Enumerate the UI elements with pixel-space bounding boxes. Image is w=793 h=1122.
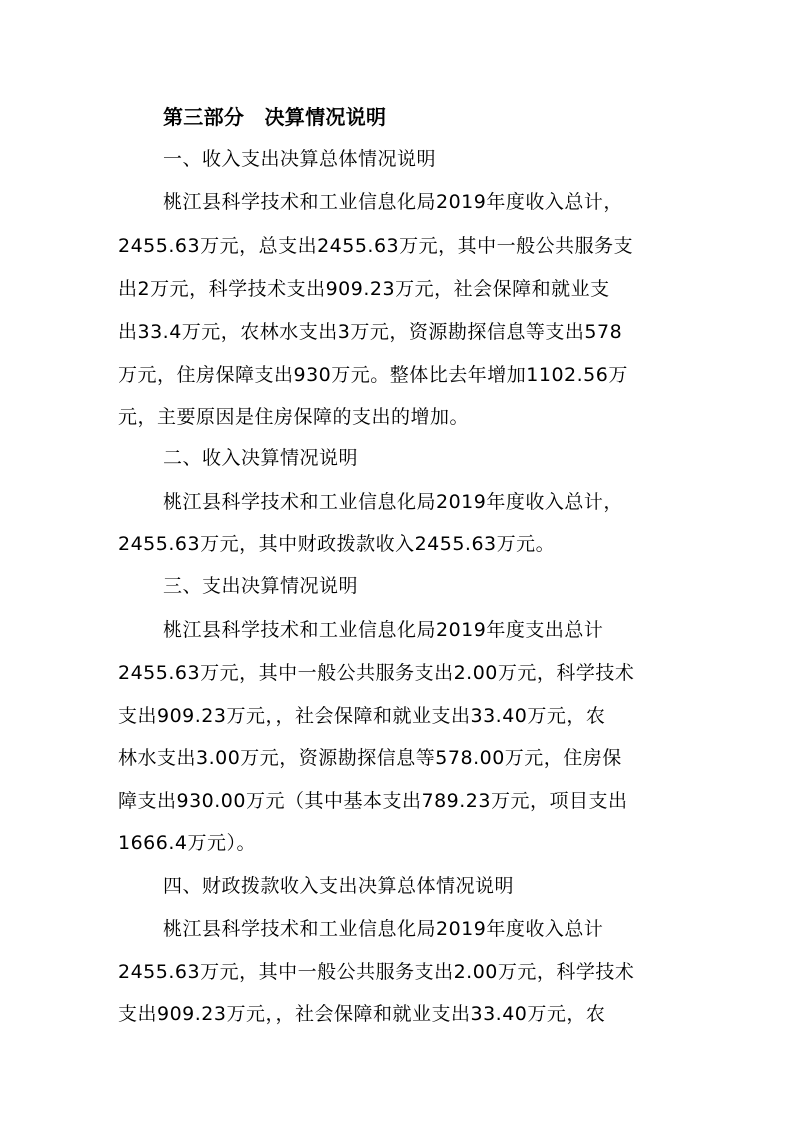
paragraph-line: 元，主要原因是住房保障的支出的增加。 xyxy=(118,406,470,428)
paragraph-line: 出2万元，科学技术支出909.23万元，社会保障和就业支 xyxy=(118,278,610,300)
section-heading-2: 二、收入决算情况说明 xyxy=(163,447,359,469)
paragraph-line: 支出909.23万元，，社会保障和就业支出33.40万元，农 xyxy=(118,705,606,727)
section-heading-4: 四、财政拨款收入支出决算总体情况说明 xyxy=(163,875,515,897)
paragraph-line: 2455.63万元，其中一般公共服务支出2.00万元，科学技术 xyxy=(118,662,635,684)
paragraph-line: 2455.63万元，其中财政拨款收入2455.63万元。 xyxy=(118,533,556,555)
paragraph-line: 2455.63万元，其中一般公共服务支出2.00万元，科学技术 xyxy=(118,961,635,983)
paragraph-line: 1666.4万元）。 xyxy=(118,832,256,854)
paragraph-line: 桃江县科学技术和工业信息化局2019年度收入总计 xyxy=(163,918,604,940)
paragraph-line: 桃江县科学技术和工业信息化局2019年度收入总计， xyxy=(163,191,623,213)
paragraph-line: 障支出930.00万元（其中基本支出789.23万元，项目支出 xyxy=(118,790,628,812)
paragraph-line: 林水支出3.00万元，资源勘探信息等578.00万元，住房保 xyxy=(118,747,622,769)
paragraph-line: 2455.63万元，总支出2455.63万元，其中一般公共服务支 xyxy=(118,235,634,257)
paragraph-line: 万元，住房保障支出930万元。整体比去年增加1102.56万 xyxy=(118,364,628,386)
section-heading-3: 三、支出决算情况说明 xyxy=(163,575,359,597)
page-title: 第三部分 决算情况说明 xyxy=(163,105,387,129)
paragraph-line: 桃江县科学技术和工业信息化局2019年度支出总计 xyxy=(163,619,604,641)
paragraph-line: 出33.4万元，农林水支出3万元，资源勘探信息等支出578 xyxy=(118,321,623,343)
paragraph-line: 桃江县科学技术和工业信息化局2019年度收入总计， xyxy=(163,491,623,513)
section-heading-1: 一、收入支出决算总体情况说明 xyxy=(163,148,437,170)
paragraph-line: 支出909.23万元，，社会保障和就业支出33.40万元，农 xyxy=(118,1003,606,1025)
